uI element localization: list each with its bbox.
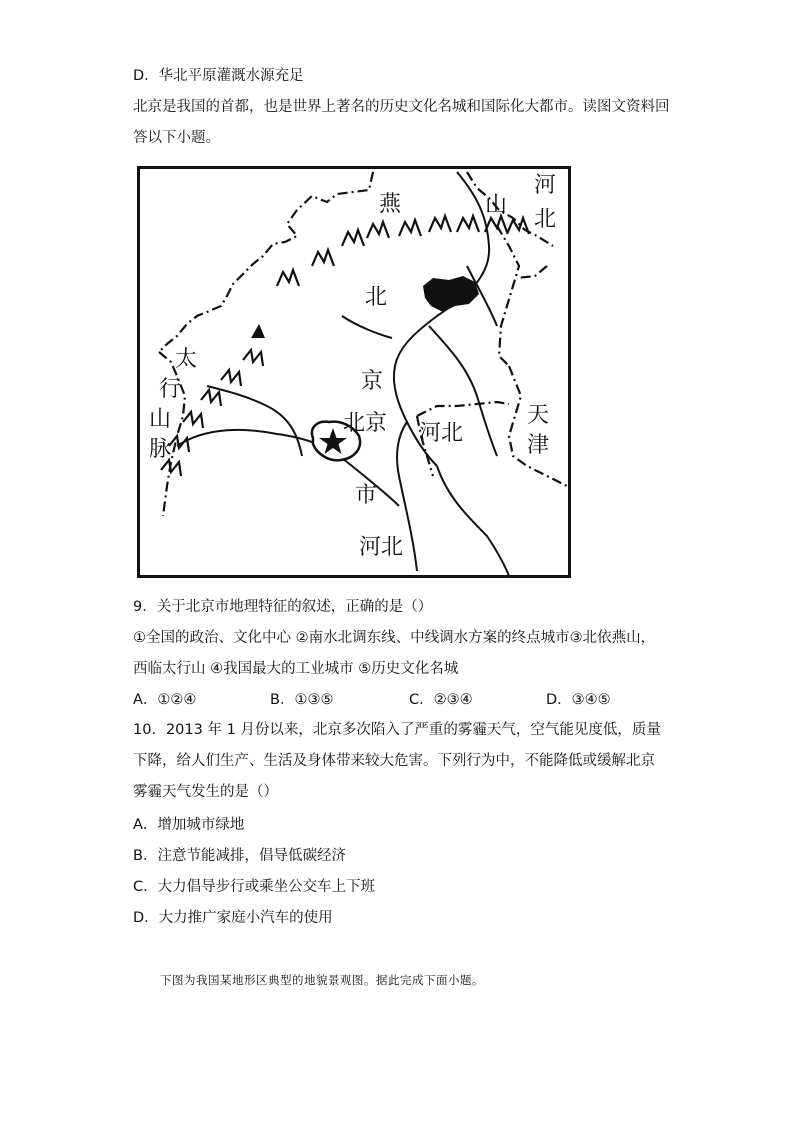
label-tai: 太 [175,347,198,372]
label-shan2: 山 [149,407,172,432]
label-hang: 行 [159,377,182,402]
q10-option-d[interactable]: D．大力推广家庭小汽车的使用 [133,910,333,926]
q9-option-a[interactable]: A．①②④ [133,692,197,708]
label-shan: 山 [485,193,508,218]
q9-line-2: ①全国的政治、文化中心 ②南水北调东线、中线调水方案的终点城市③北依燕山， [133,630,656,646]
q10-option-c[interactable]: C．大力倡导步行或乘坐公交车上下班 [133,879,376,895]
q10-option-b[interactable]: B．注意节能减排，倡导低碳经济 [133,848,346,864]
label-bei: 北 [365,285,388,310]
label-bei-top: 北 [534,207,557,232]
q9-line-3: 西临太行山 ④我国最大的工业城市 ⑤历史文化名城 [133,661,459,677]
label-jin: 津 [527,433,550,458]
footer-note: 下图为我国某地形区典型的地貌景观图。据此完成下面小题。 [160,973,484,987]
label-tian: 天 [527,403,550,428]
label-beijing: 北京 [343,411,388,436]
q9-option-d[interactable]: D．③④⑤ [546,692,611,708]
q10-option-a[interactable]: A．增加城市绿地 [133,817,245,833]
label-yan: 燕 [379,192,402,217]
q9-options [133,690,653,710]
intro-line-1: 北京是我国的首都，也是世界上著名的历史文化名城和国际化大都市。读图文资料回 [133,99,670,115]
q9-stem: 9．关于北京市地理特征的叙述，正确的是（） [133,599,433,615]
label-shi: 市 [355,483,378,508]
label-he-top: 河 [534,173,557,198]
intro-line-2: 答以下小题。 [133,130,220,146]
prev-option-d: D．华北平原灌溉水源充足 [133,68,304,84]
q10-stem: 10．2013 年 1 月份以来，北京多次陷入了严重的雾霾天气，空气能见度低，质量下降，给人们生产、生活及身体带来较大危害。下列行为中，不能降低或缓解北京雾霾天气发生的是（） [133,722,661,800]
beijing-map [137,166,571,578]
label-hebei-bottom: 河北 [359,535,404,560]
q9-option-b[interactable]: B．①③⑤ [270,692,334,708]
q9-option-c[interactable]: C．②③④ [409,692,473,708]
label-hebei-mid: 河北 [419,421,464,446]
label-jing: 京 [361,369,384,394]
label-mai: 脉 [149,437,172,462]
